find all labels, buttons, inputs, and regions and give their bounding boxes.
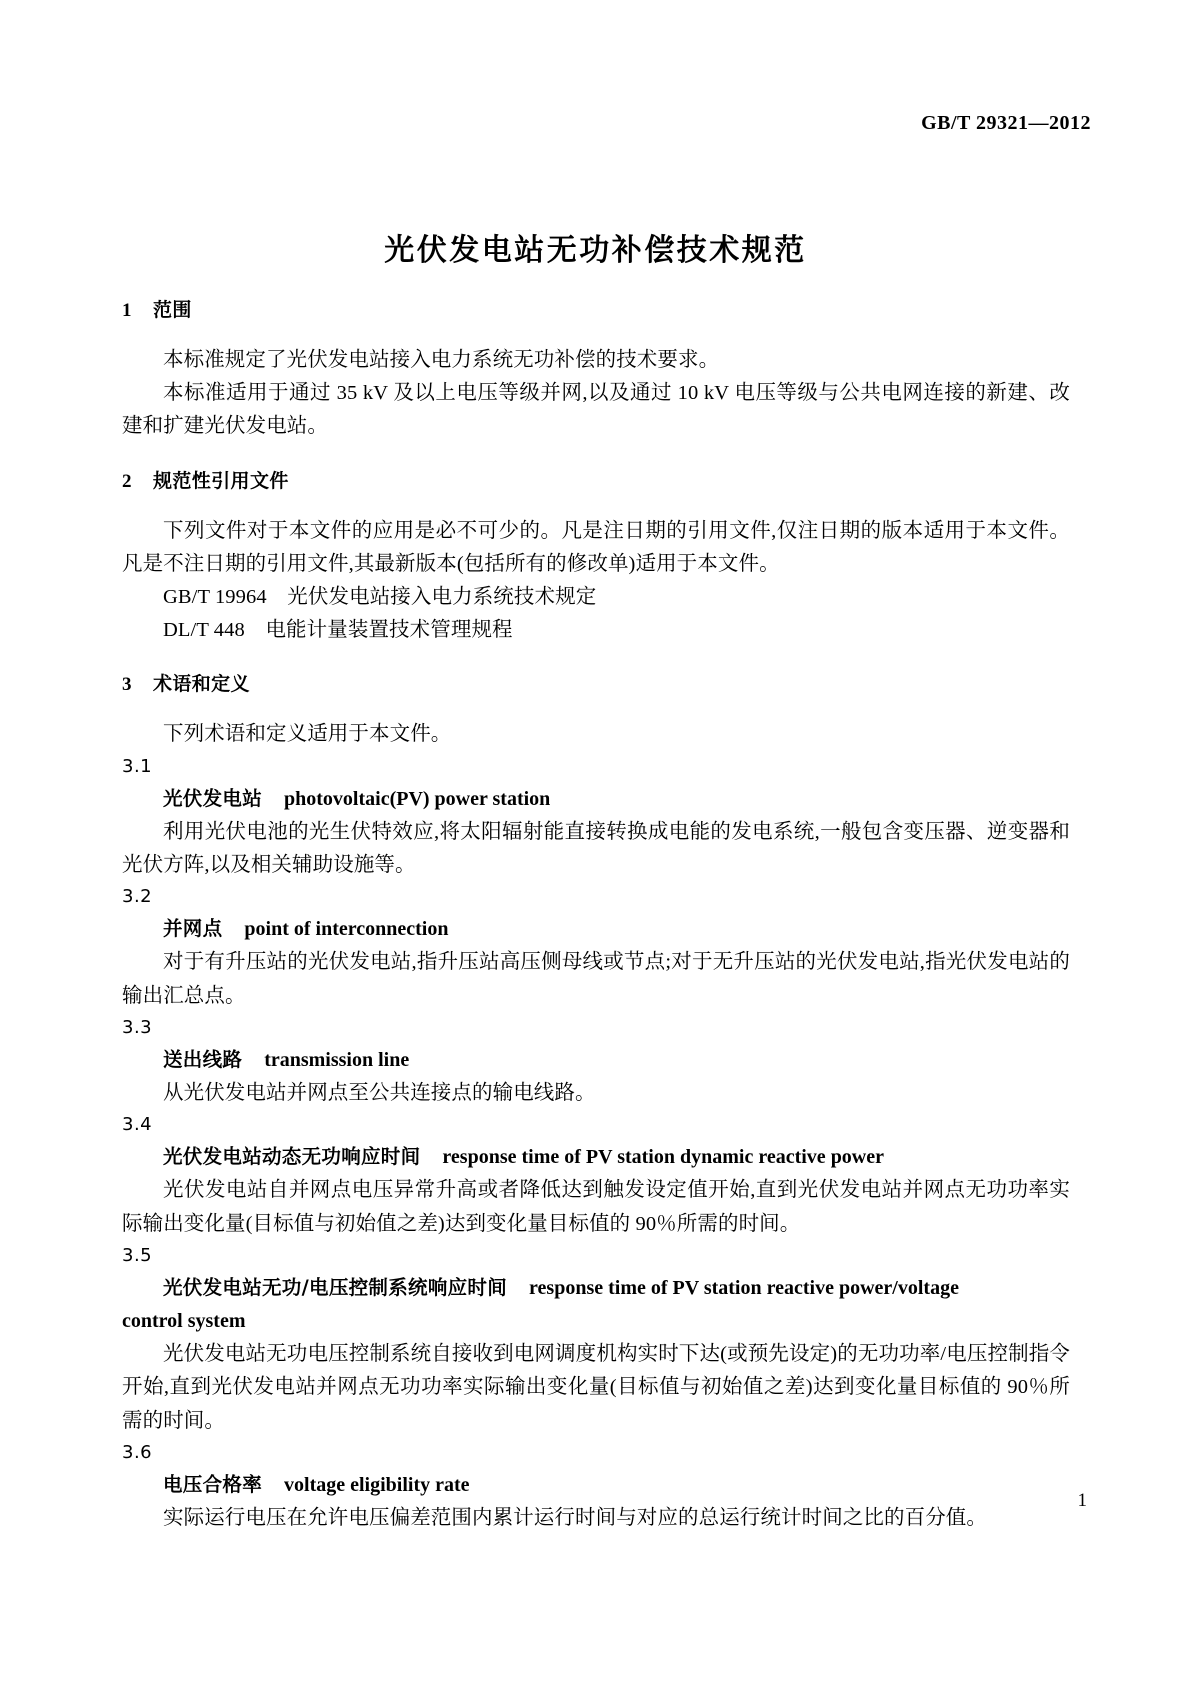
term-entry-3-6 <box>122 1468 1070 1502</box>
clause-number-3-6: 3.6 <box>122 1441 153 1463</box>
term-english-3-5: response time of PV station reactive power/voltage <box>529 1276 959 1299</box>
term-chinese-3-5: 光伏发电站无功/电压控制系统响应时间 <box>163 1275 508 1299</box>
clause-number-3-2: 3.2 <box>122 886 153 908</box>
section-title-3: 术语和定义 <box>152 673 250 696</box>
section-number-3: 3 <box>122 674 132 696</box>
term-definition-3-3: 从光伏发电站并网点至公共连接点的输电线路。 <box>163 1082 596 1105</box>
term-definition-3-1: 利用光伏电池的光生伏特效应,将太阳辐射能直接转换成电能的发电系统,一般包含变压器、逆变器和光伏方阵,以及相关辅助设施等。 <box>122 820 1070 877</box>
clause-number-3-1: 3.1 <box>122 755 153 777</box>
term-chinese-3-3: 送出线路 <box>163 1047 243 1071</box>
clause-number-3-3: 3.3 <box>122 1016 153 1038</box>
term-entry-3-4 <box>122 1140 1070 1174</box>
normative-reference-1: GB/T 19964 光伏发电站接入电力系统技术规定 <box>163 586 597 609</box>
clause-number-3-4: 3.4 <box>122 1114 153 1136</box>
section-1-paragraph-1: 本标准规定了光伏发电站接入电力系统无功补偿的技术要求。 <box>163 349 720 371</box>
section-heading-1 <box>122 295 1070 322</box>
page-title: 光伏发电站无功补偿技术规范 <box>384 233 807 269</box>
section-number-2: 2 <box>122 470 132 492</box>
section-title-2: 规范性引用文件 <box>152 469 289 492</box>
term-chinese-3-6: 电压合格率 <box>163 1472 263 1496</box>
term-english-3-4: response time of PV station dynamic reactive power <box>442 1146 885 1169</box>
running-header: GB/T 29321—2012 <box>921 112 1091 134</box>
term-english-cont-label-3-5: control system <box>122 1310 246 1333</box>
term-chinese-3-1: 光伏发电站 <box>163 786 263 810</box>
term-definition-3-4: 光伏发电站自并网点电压异常升高或者降低达到触发设定值开始,直到光伏发电站并网点无功功率实际输出变化量(目标值与初始值之差)达到变化量目标值的 90％所需的时间。 <box>122 1179 1070 1235</box>
term-chinese-3-4: 光伏发电站动态无功响应时间 <box>163 1145 421 1169</box>
section-heading-3 <box>122 669 1070 696</box>
section-3-paragraph-1: 下列术语和定义适用于本文件。 <box>163 723 452 746</box>
term-entry-3-1 <box>122 782 1070 816</box>
term-definition-3-5: 光伏发电站无功电压控制系统自接收到电网调度机构实时下达(或预先设定)的无功功率/电压控制指令开始,直到光伏发电站并网点无功功率实际输出变化量(目标值与初始值之差)达到变化量目标值的 90％所需的时间。 <box>122 1343 1070 1432</box>
page-number: 1 <box>1077 1490 1087 1511</box>
section-2-paragraph-1: 下列文件对于本文件的应用是必不可少的。凡是注日期的引用文件,仅注日期的版本适用于本文件。凡是不注日期的引用文件,其最新版本(包括所有的修改单)适用于本文件。 <box>122 519 1070 575</box>
term-english-3-3: transmission line <box>264 1048 410 1071</box>
term-definition-3-6: 实际运行电压在允许电压偏差范围内累计运行时间与对应的总运行统计时间之比的百分值。 <box>163 1507 987 1530</box>
term-english-continued-3-5 <box>122 1305 1070 1338</box>
normative-reference-2: DL/T 448 电能计量装置技术管理规程 <box>163 619 513 642</box>
document-body <box>122 295 1070 1535</box>
term-english-3-2: point of interconnection <box>244 918 449 941</box>
section-heading-2 <box>122 466 1070 493</box>
section-number-1: 1 <box>122 300 132 321</box>
section-title-1: 范围 <box>152 299 192 321</box>
clause-number-3-5: 3.5 <box>122 1244 153 1266</box>
term-entry-3-3 <box>122 1043 1070 1077</box>
term-chinese-3-2: 并网点 <box>163 917 223 941</box>
term-definition-3-2: 对于有升压站的光伏发电站,指升压站高压侧母线或节点;对于无升压站的光伏发电站,指光伏发电站的输出汇总点。 <box>122 951 1070 1007</box>
section-1-paragraph-2: 本标准适用于通过 35 kV 及以上电压等级并网,以及通过 10 kV 电压等级与公共电网连接的新建、改建和扩建光伏发电站。 <box>122 382 1070 438</box>
term-english-3-1: photovoltaic(PV) power station <box>284 787 551 810</box>
term-entry-3-2 <box>122 912 1070 946</box>
term-entry-3-5 <box>122 1271 1070 1305</box>
term-english-3-6: voltage eligibility rate <box>284 1473 470 1496</box>
